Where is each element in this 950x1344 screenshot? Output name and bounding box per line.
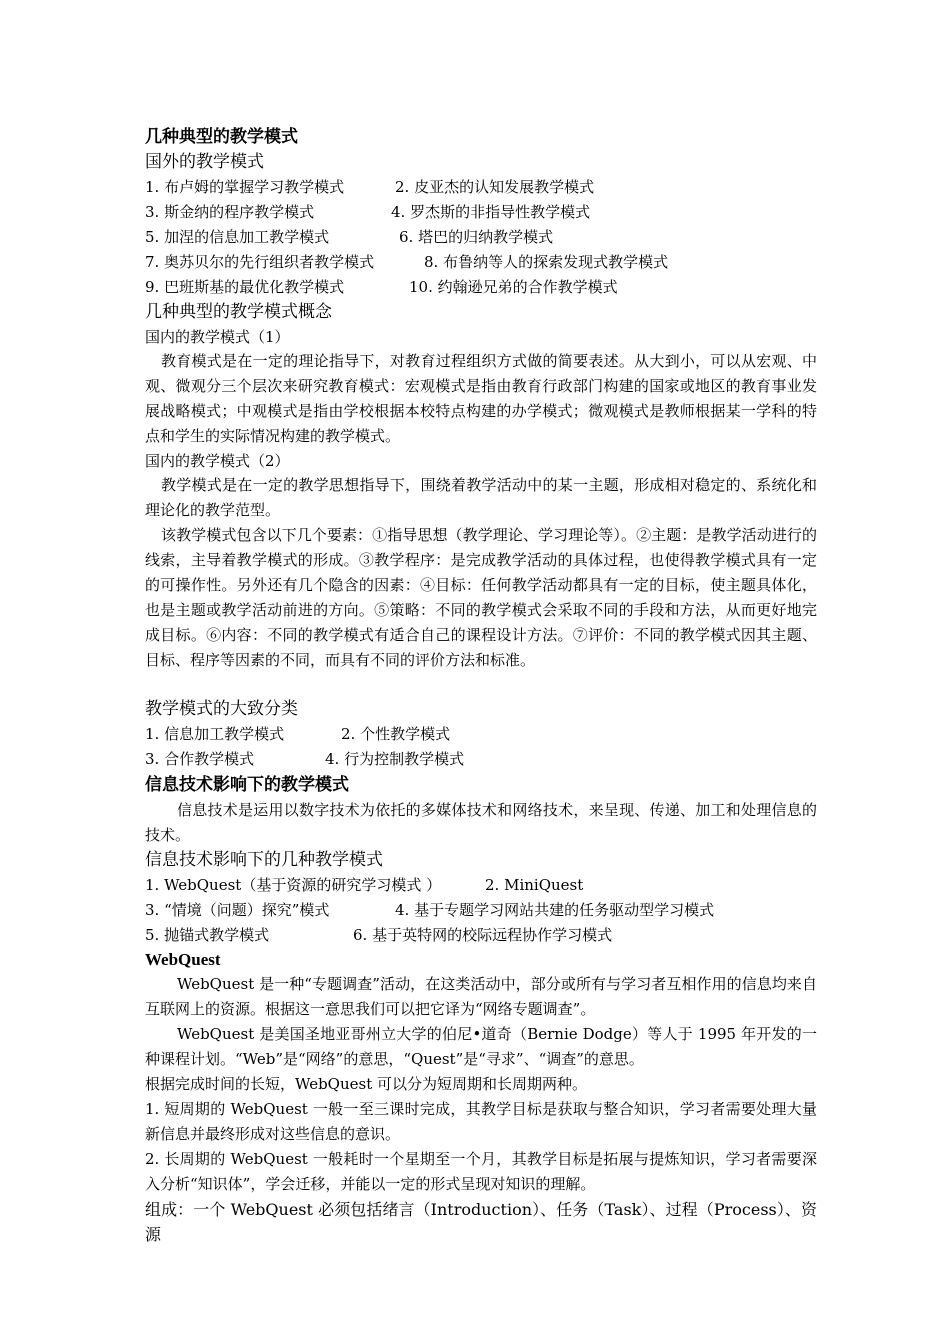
list-item: [145, 275, 817, 300]
list-item: [145, 200, 817, 225]
list-item-left: 3. 合作教学模式: [145, 750, 255, 768]
list-item-right: 4. 基于专题学习网站共建的任务驱动型学习模式: [395, 901, 715, 919]
webquest-paragraph-3: 根据完成时间的长短，WebQuest 可以分为短周期和长周期两种。: [145, 1075, 588, 1093]
it-heading: 信息技术影响下的教学模式: [145, 775, 349, 795]
list-item-left: 1. WebQuest（基于资源的研究学习模式 ）: [145, 876, 442, 894]
list-item: [145, 175, 817, 200]
list-item: [145, 225, 817, 250]
it-paragraph: 信息技术是运用以数字技术为依托的多媒体技术和网络技术，来呈现、传递、加工和处理信息的技术。: [145, 801, 817, 844]
list-item: [145, 873, 817, 898]
list-item-right: 6. 基于英特网的校际远程协作学习模式: [353, 926, 613, 944]
list-item-left: 3. “情境（问题）探究”模式: [145, 901, 330, 919]
list-item-right: 2. 皮亚杰的认知发展教学模式: [395, 178, 595, 196]
elements-paragraph: 该教学模式包含以下几个要素：①指导思想（教学理论、学习理论等）。②主题：是教学活动进行的线索，主导着教学模式的形成。③教学程序：是完成教学活动的具体过程，也使得教学模式具有一定的可操作性。另外还有几个隐含的因素：④目标：任何教学活动都具有一定的目标，使主题具体化，也是主题或教学活动前进的方向。⑤策略：不同的教学模式会采取不同的手段和方法，从而更好地完成目标。⑥内容：不同的教学模式有适合自己的课程设计方法。⑦评价：不同的教学模式因其主题、目标、程序等因素的不同，而具有不同的评价方法和标准。: [145, 526, 817, 669]
domestic1-heading: 国内的教学模式（1）: [145, 328, 290, 346]
classify-heading: 教学模式的大致分类: [145, 699, 298, 719]
list-item: [145, 747, 817, 772]
list-item: [145, 923, 817, 948]
list-item: [145, 250, 817, 275]
webquest-item-short: 1. 短周期的 WebQuest 一般一至三课时完成，其教学目标是获取与整合知识，学习者需要处理大量新信息并最终形成对这些信息的意识。: [145, 1100, 817, 1143]
foreign-heading: 国外的教学模式: [145, 152, 264, 172]
list-item-right: 8. 布鲁纳等人的探索发现式教学模式: [424, 253, 669, 271]
document-page: [145, 124, 817, 1247]
domestic2-heading: 国内的教学模式（2）: [145, 452, 290, 470]
document-title: 几种典型的教学模式: [145, 127, 298, 147]
list-item: [145, 898, 817, 923]
list-item-left: 5. 加涅的信息加工教学模式: [145, 228, 330, 246]
webquest-item-long: 2. 长周期的 WebQuest 一般耗时一个星期至一个月，其教学目标是拓展与提炼知识，学习者需要深入分析“知识体”，学会迁移，并能以一定的形式呈现对知识的理解。: [145, 1150, 817, 1193]
webquest-paragraph-2: WebQuest 是美国圣地亚哥州立大学的伯尼•道奇（Bernie Dodge）等人于 1995 年开发的一种课程计划。“Web”是“网络”的意思，“Quest”是“寻求”、“调查”的意思。: [145, 1025, 817, 1068]
list-item-left: 7. 奥苏贝尔的先行组织者教学模式: [145, 253, 375, 271]
webquest-heading: WebQuest: [145, 950, 221, 969]
list-item-right: 10. 约翰逊兄弟的合作教学模式: [409, 278, 618, 296]
list-item-left: 1. 布卢姆的掌握学习教学模式: [145, 178, 345, 196]
list-item-left: 5. 抛锚式教学模式: [145, 926, 270, 944]
webquest-composition: 组成：一个 WebQuest 必须包括绪言（Introduction）、任务（Task）、过程（Process）、资源: [145, 1200, 817, 1244]
list-item: [145, 722, 817, 747]
domestic1-paragraph: 教育模式是在一定的理论指导下，对教育过程组织方式做的简要表述。从大到小，可以从宏观、中观、微观分三个层次来研究教育模式：宏观模式是指由教育行政部门构建的国家或地区的教育事业发展战略模式；中观模式是指由学校根据本校特点构建的办学模式；微观模式是教师根据某一学科的特点和学生的实际情况构建的教学模式。: [145, 352, 817, 445]
list-item-left: 3. 斯金纳的程序教学模式: [145, 203, 315, 221]
list-item-right: 2. 个性教学模式: [341, 725, 451, 743]
list-item-right: 4. 罗杰斯的非指导性教学模式: [391, 203, 591, 221]
list-item-right: 4. 行为控制教学模式: [325, 750, 465, 768]
list-item-right: 6. 塔巴的归纳教学模式: [399, 228, 554, 246]
webquest-paragraph-1: WebQuest 是一种“专题调查”活动，在这类活动中，部分或所有与学习者互相作用的信息均来自互联网上的资源。根据这一意思我们可以把它译为“网络专题调查”。: [145, 975, 817, 1018]
it-sub-heading: 信息技术影响下的几种教学模式: [145, 850, 383, 870]
concept-heading: 几种典型的教学模式概念: [145, 302, 332, 322]
list-item-left: 1. 信息加工教学模式: [145, 725, 285, 743]
list-item-left: 9. 巴班斯基的最优化教学模式: [145, 278, 345, 296]
list-item-right: 2. MiniQuest: [485, 876, 584, 894]
domestic2-paragraph: 教学模式是在一定的教学思想指导下，围绕着教学活动中的某一主题，形成相对稳定的、系统化和理论化的教学范型。: [145, 476, 817, 519]
